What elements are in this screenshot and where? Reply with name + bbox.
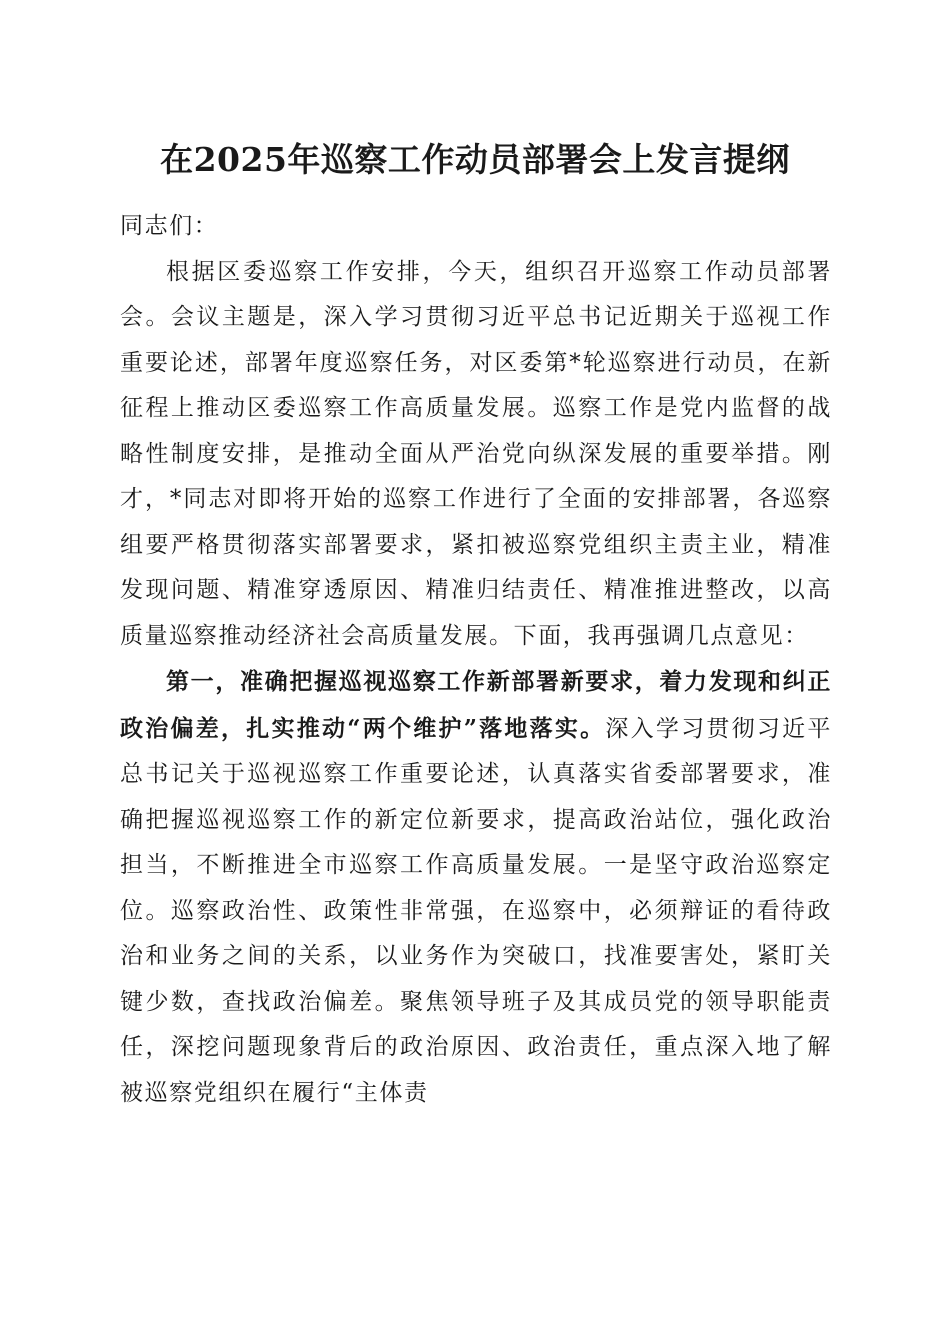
document-title: 在2025年巡察工作动员部署会上发言提纲 — [160, 140, 790, 179]
paragraph-opening: 根据区委巡察工作安排，今天，组织召开巡察工作动员部署会。会议主题是，深入学习贯彻习近平总书记近期关于巡视工作重要论述，部署年度巡察任务，对区委第*轮巡察进行动员，在新征程上推动区委巡察工作高质量发展。巡察工作是党内监督的战略性制度安排，是推动全面从严治党向纵深发展的重要举措。刚才，*同志对即将开始的巡察工作进行了全面的安排部署，各巡察组要严格贯彻落实部署要求，紧扣被巡察党组织主责主业，精准发现问题、精准穿透原因、精准归结责任、精准推进整改，以高质量巡察推动经济社会高质量发展。下面，我再强调几点意见： — [120, 258, 832, 649]
paragraph-point-one-body: 深入学习贯彻习近平总书记关于巡视巡察工作重要论述，认真落实省委部署要求，准确把握巡视巡察工作的新定位新要求，提高政治站位，强化政治担当，不断推进全市巡察工作高质量发展。一是坚守政治巡察定位。巡察政治性、政策性非常强，在巡察中，必须辩证的看待政治和业务之间的关系，以业务作为突破口，找准要害处，紧盯关键少数，查找政治偏差。聚焦领导班子及其成员党的领导职能责任，深挖问题现象背后的政治原因、政治责任，重点深入地了解被巡察党组织在履行“主体责 — [120, 715, 832, 1106]
document-body — [120, 204, 832, 1116]
paragraph-point-one-heading: 第一，准确把握巡视巡察工作新部署新要求，着力发现和纠正政治偏差，扎实推动“两个维护”落地落实。 — [120, 668, 832, 742]
paragraph-point-one — [120, 659, 832, 1116]
salutation: 同志们： — [120, 213, 219, 239]
